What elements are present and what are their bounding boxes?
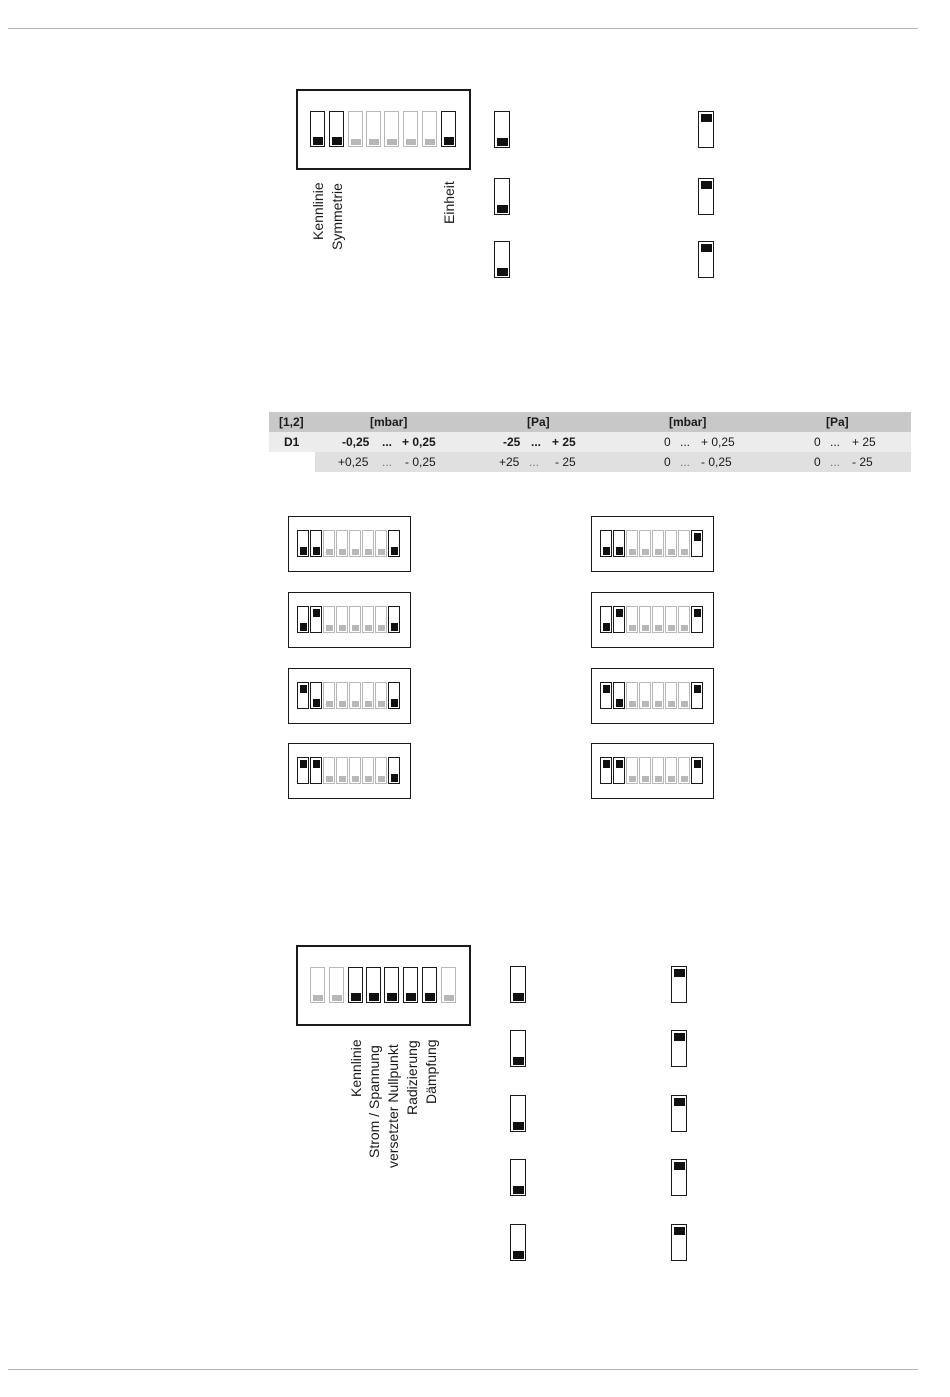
dip-switch-3: [323, 606, 335, 633]
dip-switch-7: [422, 967, 437, 1003]
switch-knob: [300, 623, 307, 631]
switch-knob: [332, 995, 342, 1001]
dip-switch-main: [296, 89, 471, 170]
dip-switch-4: [639, 530, 651, 557]
label-kennlinie-2: Kennlinie: [348, 1039, 364, 1097]
switch-knob: [681, 549, 688, 555]
dip-switch-2: [613, 682, 625, 709]
label-versetzter-nullpunkt: versetzter Nullpunkt: [385, 1044, 401, 1168]
switch-off-symbol: [510, 1030, 526, 1067]
switch-combination: [591, 592, 714, 648]
switch-knob: [513, 1057, 524, 1065]
dip-switch-6: [362, 530, 374, 557]
switch-knob: [642, 701, 649, 707]
switch-knob: [642, 776, 649, 782]
switch-knob: [365, 625, 372, 631]
switch-knob: [351, 993, 361, 1001]
cell: ...: [830, 435, 841, 449]
dip-switch-5: [384, 967, 399, 1003]
cell: + 0,25: [402, 435, 436, 449]
switch-knob: [378, 625, 385, 631]
table-row: [269, 432, 911, 452]
dip-switch-6: [362, 682, 374, 709]
cell: ...: [382, 435, 393, 449]
switch-knob: [668, 625, 675, 631]
cell: - 25: [555, 455, 576, 469]
switch-knob: [674, 1227, 685, 1235]
switch-knob: [300, 760, 307, 768]
switch-knob: [642, 625, 649, 631]
switch-off-symbol: [494, 241, 510, 278]
switch-knob: [629, 776, 636, 782]
cell: ...: [529, 455, 540, 469]
dip-switch-5: [349, 682, 361, 709]
switch-off-symbol: [510, 966, 526, 1003]
dip-switch-8: [388, 606, 400, 633]
dip-switch-7: [678, 606, 690, 633]
switch-knob: [655, 701, 662, 707]
switch-combination: [591, 516, 714, 572]
switch-knob: [674, 1033, 685, 1041]
switch-knob: [313, 995, 323, 1001]
hdr-pa-1: [Pa]: [527, 415, 550, 429]
dip-switch-4: [336, 682, 348, 709]
table-header-row: [269, 412, 911, 432]
switch-knob: [681, 701, 688, 707]
cell: 0: [814, 455, 821, 469]
dip-switch-5: [349, 606, 361, 633]
switch-knob: [694, 760, 701, 768]
dip-switch-6: [362, 757, 374, 784]
cell: + 25: [552, 435, 576, 449]
dip-switch-5: [349, 530, 361, 557]
dip-switch-4: [639, 606, 651, 633]
switch-knob: [513, 1186, 524, 1194]
dip-switch-8: [691, 682, 703, 709]
switch-knob: [378, 776, 385, 782]
dip-switch-7: [422, 111, 437, 147]
dip-switch-5: [652, 606, 664, 633]
dip-switch-5: [384, 111, 399, 147]
switch-knob: [352, 701, 359, 707]
switch-knob: [513, 993, 524, 1001]
switch-off-symbol: [510, 1159, 526, 1196]
switch-knob: [339, 776, 346, 782]
switch-knob: [513, 1122, 524, 1130]
switch-knob: [668, 776, 675, 782]
cell: - 25: [852, 455, 873, 469]
switch-knob: [629, 701, 636, 707]
switch-knob: [369, 139, 379, 145]
switch-knob: [326, 701, 333, 707]
dip-switch-1: [297, 757, 309, 784]
cell: ...: [531, 435, 542, 449]
dip-switch-8: [388, 682, 400, 709]
switch-knob: [326, 625, 333, 631]
table-row: [315, 452, 911, 472]
dip-switch-2: [613, 606, 625, 633]
cell: ...: [382, 455, 393, 469]
dip-switch-1: [297, 682, 309, 709]
dip-switch-6: [403, 967, 418, 1003]
dip-switch-3: [323, 682, 335, 709]
dip-switch-4: [639, 757, 651, 784]
dip-switch-8: [441, 967, 456, 1003]
dip-switch-2: [329, 967, 344, 1003]
switch-knob: [694, 685, 701, 693]
switch-knob: [352, 625, 359, 631]
switch-knob: [391, 547, 398, 555]
switch-knob: [339, 625, 346, 631]
switch-knob: [668, 701, 675, 707]
switch-knob: [339, 549, 346, 555]
dip-switch-1: [600, 530, 612, 557]
label-einheit: Einheit: [441, 181, 457, 224]
switch-knob: [497, 138, 508, 146]
switch-on-symbol: [671, 1159, 687, 1196]
switch-combination: [288, 516, 411, 572]
switch-knob: [603, 760, 610, 768]
switch-knob: [655, 776, 662, 782]
switch-knob: [655, 549, 662, 555]
switch-knob: [616, 699, 623, 707]
dip-switch-5: [652, 682, 664, 709]
dip-switch-5: [349, 757, 361, 784]
label-radizierung: Radizierung: [404, 1040, 420, 1115]
top-rule: [8, 28, 918, 29]
switch-knob: [352, 776, 359, 782]
cell: ...: [680, 455, 691, 469]
switch-knob: [313, 699, 320, 707]
switch-knob: [694, 533, 701, 541]
cell: 0: [664, 455, 671, 469]
dip-switch-3: [626, 682, 638, 709]
dip-switch-1: [310, 967, 325, 1003]
dip-switch-1: [297, 606, 309, 633]
switch-knob: [300, 547, 307, 555]
switch-knob: [603, 685, 610, 693]
dip-switch-2: [329, 111, 344, 147]
dip-switch-4: [639, 682, 651, 709]
switch-knob: [674, 1162, 685, 1170]
dip-switch-5: [652, 530, 664, 557]
label-kennlinie: Kennlinie: [310, 182, 326, 240]
cell: -0,25: [342, 435, 370, 449]
switch-knob: [425, 139, 435, 145]
dip-switch-2: [310, 530, 322, 557]
dip-switch-2: [310, 757, 322, 784]
switch-knob: [391, 774, 398, 782]
dip-switch-4: [336, 606, 348, 633]
switch-knob: [701, 181, 712, 189]
switch-knob: [406, 993, 416, 1001]
switch-knob: [513, 1251, 524, 1259]
switch-combination: [288, 592, 411, 648]
switch-on-symbol: [671, 1224, 687, 1261]
switch-knob: [497, 268, 508, 276]
cell: 0: [664, 435, 671, 449]
switch-on-symbol: [671, 1030, 687, 1067]
switch-knob: [444, 137, 454, 145]
cell: ...: [680, 435, 691, 449]
dip-switch-1: [600, 757, 612, 784]
switch-combination: [591, 743, 714, 799]
switch-knob: [681, 625, 688, 631]
switch-on-symbol: [698, 111, 714, 148]
dip-switch-8: [388, 757, 400, 784]
cell: ...: [830, 455, 841, 469]
switch-combination: [591, 668, 714, 724]
dip-switch-1: [600, 606, 612, 633]
switch-knob: [603, 547, 610, 555]
switch-knob: [365, 549, 372, 555]
cell: - 0,25: [701, 455, 732, 469]
dip-switch-4: [366, 111, 381, 147]
dip-switch-3: [323, 757, 335, 784]
switch-combination: [288, 743, 411, 799]
dip-switch-3: [626, 757, 638, 784]
dip-switch-4: [366, 967, 381, 1003]
dip-switch-3: [348, 967, 363, 1003]
switch-knob: [668, 549, 675, 555]
dip-switch-6: [362, 606, 374, 633]
switch-knob: [326, 776, 333, 782]
label-strom-spannung: Strom / Spannung: [366, 1045, 382, 1158]
hdr-pa-2: [Pa]: [826, 415, 849, 429]
dip-switch-7: [375, 606, 387, 633]
switch-knob: [365, 701, 372, 707]
switch-knob: [313, 547, 320, 555]
switch-knob: [616, 547, 623, 555]
cell: -25: [503, 435, 521, 449]
dip-switch-7: [375, 682, 387, 709]
dip-switch-7: [678, 682, 690, 709]
switch-on-symbol: [698, 241, 714, 278]
dip-switch-6: [403, 111, 418, 147]
switch-knob: [378, 701, 385, 707]
dip-switch-8: [691, 530, 703, 557]
switch-knob: [603, 623, 610, 631]
dip-switch-7: [678, 757, 690, 784]
dip-switch-4: [336, 530, 348, 557]
dip-switch-8: [388, 530, 400, 557]
dip-switch-6: [665, 757, 677, 784]
switch-knob: [391, 623, 398, 631]
label-daempfung: Dämpfung: [423, 1039, 439, 1104]
hdr-switch: [1,2]: [279, 415, 304, 429]
dip-switch-main-2: [296, 945, 471, 1026]
dip-switch-8: [441, 111, 456, 147]
switch-knob: [387, 139, 397, 145]
cell: + 25: [852, 435, 876, 449]
switch-knob: [681, 776, 688, 782]
dip-switch-8: [691, 606, 703, 633]
switch-knob: [444, 995, 454, 1001]
switch-knob: [313, 137, 323, 145]
switch-off-symbol: [494, 111, 510, 148]
dip-switch-3: [348, 111, 363, 147]
cell: +0,25: [338, 455, 369, 469]
switch-knob: [629, 549, 636, 555]
dip-switch-1: [600, 682, 612, 709]
switch-knob: [425, 993, 435, 1001]
dip-switch-3: [323, 530, 335, 557]
dip-switch-7: [375, 757, 387, 784]
dip-switch-4: [336, 757, 348, 784]
switch-knob: [339, 701, 346, 707]
cell: 0: [814, 435, 821, 449]
switch-off-symbol: [494, 178, 510, 215]
switch-knob: [616, 609, 623, 617]
switch-knob: [497, 205, 508, 213]
dip-switch-8: [691, 757, 703, 784]
dip-switch-2: [613, 757, 625, 784]
switch-off-symbol: [510, 1095, 526, 1132]
dip-switch-2: [310, 682, 322, 709]
switch-knob: [642, 549, 649, 555]
switch-knob: [629, 625, 636, 631]
switch-knob: [406, 139, 416, 145]
row-label: D1: [284, 435, 300, 449]
switch-on-symbol: [698, 178, 714, 215]
switch-knob: [313, 760, 320, 768]
dip-switch-1: [297, 530, 309, 557]
dip-switch-7: [375, 530, 387, 557]
switch-knob: [326, 549, 333, 555]
cell: - 0,25: [405, 455, 436, 469]
label-symmetrie: Symmetrie: [329, 183, 345, 250]
hdr-mbar-1: [mbar]: [370, 415, 408, 429]
dip-switch-6: [665, 530, 677, 557]
switch-knob: [391, 699, 398, 707]
switch-knob: [332, 137, 342, 145]
switch-knob: [694, 609, 701, 617]
switch-knob: [655, 625, 662, 631]
range-table: [269, 412, 911, 472]
cell: +25: [499, 455, 520, 469]
switch-knob: [387, 993, 397, 1001]
switch-knob: [351, 139, 361, 145]
dip-switch-2: [310, 606, 322, 633]
dip-switch-3: [626, 530, 638, 557]
switch-knob: [674, 1098, 685, 1106]
hdr-mbar-2: [mbar]: [669, 415, 707, 429]
dip-switch-6: [665, 682, 677, 709]
dip-switch-6: [665, 606, 677, 633]
bottom-rule: [8, 1369, 918, 1370]
switch-knob: [352, 549, 359, 555]
switch-knob: [674, 969, 685, 977]
switch-on-symbol: [671, 1095, 687, 1132]
switch-knob: [300, 685, 307, 693]
dip-switch-1: [310, 111, 325, 147]
switch-knob: [369, 993, 379, 1001]
switch-knob: [701, 114, 712, 122]
dip-switch-2: [613, 530, 625, 557]
switch-off-symbol: [510, 1224, 526, 1261]
dip-switch-3: [626, 606, 638, 633]
switch-knob: [365, 776, 372, 782]
switch-on-symbol: [671, 966, 687, 1003]
dip-switch-5: [652, 757, 664, 784]
switch-knob: [616, 760, 623, 768]
switch-knob: [313, 609, 320, 617]
switch-knob: [378, 549, 385, 555]
switch-knob: [701, 244, 712, 252]
switch-combination: [288, 668, 411, 724]
dip-switch-7: [678, 530, 690, 557]
cell: + 0,25: [701, 435, 735, 449]
